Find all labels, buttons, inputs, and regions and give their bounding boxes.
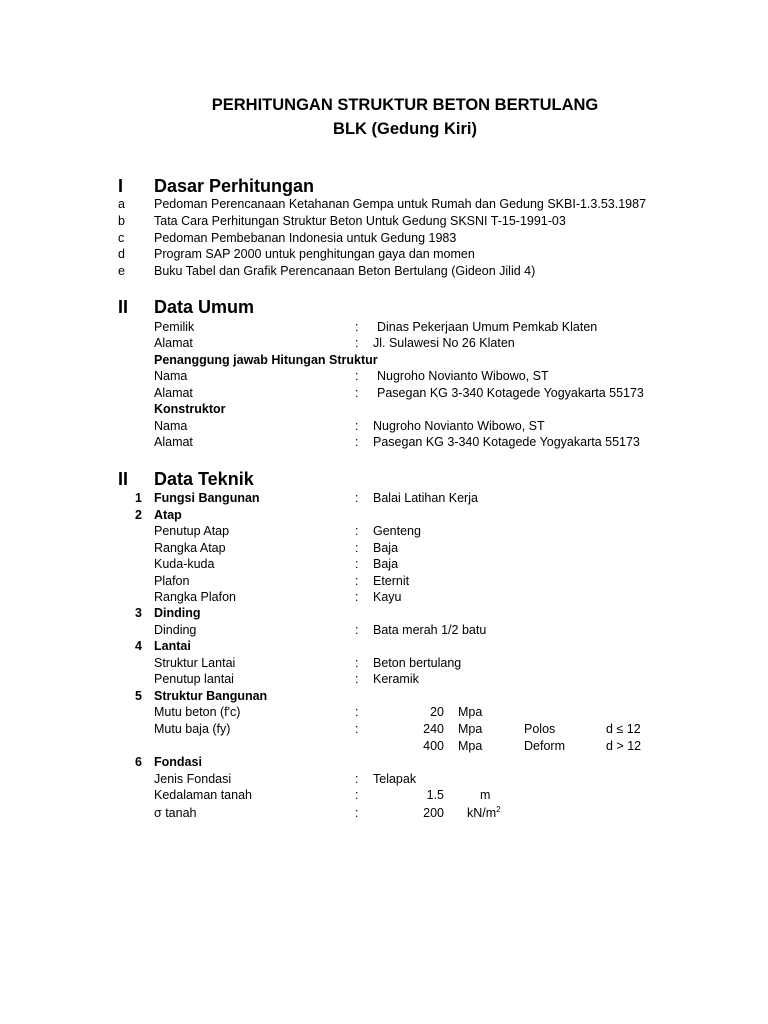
item-number: 4	[135, 639, 142, 653]
colon: :	[355, 336, 359, 350]
kons-alamat-value: Pasegan KG 3-340 Kotagede Yogyakarta 55173	[373, 435, 640, 449]
atap-row-label: Penutup Atap	[154, 524, 230, 538]
mutu-beton-unit: Mpa	[458, 705, 483, 719]
colon: :	[355, 672, 359, 686]
sigma-tanah-unit	[467, 805, 501, 821]
dinding-heading: Dinding	[154, 606, 201, 620]
colon: :	[355, 320, 359, 334]
colon: :	[355, 557, 359, 571]
section-2-number: II	[118, 297, 129, 317]
list-item-letter: d	[118, 247, 125, 261]
colon: :	[355, 369, 359, 383]
colon: :	[355, 705, 359, 719]
item-number: 6	[135, 755, 142, 769]
kons-alamat-label: Alamat	[154, 435, 193, 449]
section-1-title: Dasar Perhitungan	[154, 176, 315, 196]
list-item-letter: c	[118, 231, 125, 245]
colon: :	[355, 574, 359, 588]
fungsi-label: Fungsi Bangunan	[154, 491, 260, 505]
colon: :	[355, 788, 359, 802]
lantai-row-value: Beton bertulang	[373, 656, 462, 670]
atap-row-value: Genteng	[373, 524, 421, 538]
pemilik-value: Dinas Pekerjaan Umum Pemkab Klaten	[377, 320, 598, 334]
kons-nama-label: Nama	[154, 419, 188, 433]
lantai-row-label: Struktur Lantai	[154, 656, 236, 670]
fondasi-heading: Fondasi	[154, 755, 202, 769]
kons-nama-value: Nugroho Novianto Wibowo, ST	[373, 419, 545, 433]
dinding-value: Bata merah 1/2 batu	[373, 623, 487, 637]
list-item-letter: e	[118, 264, 125, 278]
mutu-beton-value: 20	[430, 705, 444, 719]
mutu-baja-label: Mutu baja (fy)	[154, 722, 231, 736]
atap-row-value: Baja	[373, 557, 399, 571]
pj-heading: Penanggung jawab Hitungan Struktur	[154, 353, 378, 367]
sigma-symbol: σ	[154, 806, 162, 820]
atap-row-value: Kayu	[373, 590, 402, 604]
pemilik-label: Pemilik	[154, 320, 195, 334]
document-title: PERHITUNGAN STRUKTUR BETON BERTULANG	[211, 96, 599, 114]
list-item-text: Tata Cara Perhitungan Struktur Beton Untuk Gedung SKSNI T-15-1991-03	[154, 214, 566, 228]
item-number: 3	[135, 606, 142, 620]
list-item-letter: b	[118, 214, 125, 228]
mutu-baja-type: Deform	[524, 739, 565, 753]
kedalaman-value: 1.5	[426, 788, 444, 802]
colon: :	[355, 590, 359, 604]
list-item-text: Buku Tabel dan Grafik Perencanaan Beton Bertulang (Gideon Jilid 4)	[154, 264, 536, 278]
lantai-heading: Lantai	[154, 639, 191, 653]
pj-alamat-label: Alamat	[154, 386, 193, 400]
pj-nama-label: Nama	[154, 369, 188, 383]
mutu-baja-type: Polos	[524, 722, 556, 736]
section-3-number: II	[118, 469, 129, 489]
atap-row-label: Rangka Atap	[154, 541, 226, 555]
mutu-beton-label: Mutu beton (f'c)	[154, 705, 241, 719]
jenis-fondasi-label: Jenis Fondasi	[154, 772, 232, 786]
colon: :	[355, 722, 359, 736]
section-1-number: I	[118, 176, 124, 196]
alamat-value: Jl. Sulawesi No 26 Klaten	[373, 336, 515, 350]
mutu-baja-value: 400	[423, 739, 444, 753]
atap-row-label: Plafon	[154, 574, 190, 588]
document-subtitle: BLK (Gedung Kiri)	[333, 120, 477, 138]
jenis-fondasi-value: Telapak	[373, 772, 417, 786]
colon: :	[355, 524, 359, 538]
item-number: 5	[135, 689, 142, 703]
sigma-unit-base: kN/m	[467, 806, 497, 820]
atap-row-label: Kuda-kuda	[154, 557, 215, 571]
kedalaman-unit: m	[480, 788, 491, 802]
pj-alamat-value: Pasegan KG 3-340 Kotagede Yogyakarta 55173	[377, 386, 644, 400]
kedalaman-label: Kedalaman tanah	[154, 788, 252, 802]
section-2-title: Data Umum	[154, 297, 255, 317]
colon: :	[355, 386, 359, 400]
list-item-text: Pedoman Perencanaan Ketahanan Gempa untuk Rumah dan Gedung SKBI-1.3.53.1987	[154, 197, 647, 211]
atap-row-value: Baja	[373, 541, 399, 555]
mutu-baja-unit: Mpa	[458, 722, 483, 736]
list-item-text: Pedoman Pembebanan Indonesia untuk Gedung 1983	[154, 231, 457, 245]
konstruktor-heading: Konstruktor	[154, 402, 226, 416]
colon: :	[355, 435, 359, 449]
section-3-title: Data Teknik	[154, 469, 254, 489]
sigma-tanah-value: 200	[423, 806, 444, 820]
sigma-unit-exponent: 2	[496, 804, 501, 814]
item-number: 2	[135, 508, 142, 522]
list-item-letter: a	[118, 197, 125, 211]
atap-heading: Atap	[154, 508, 182, 522]
mutu-baja-condition: d > 12	[606, 739, 642, 753]
item-number: 1	[135, 491, 142, 505]
lantai-row-value: Keramik	[373, 672, 419, 686]
list-item-text: Program SAP 2000 untuk penghitungan gaya dan momen	[154, 247, 475, 261]
fungsi-value: Balai Latihan Kerja	[373, 491, 478, 505]
lantai-row-label: Penutup lantai	[154, 672, 234, 686]
dinding-label: Dinding	[154, 623, 197, 637]
sigma-tanah-label	[154, 805, 196, 821]
pj-nama-value: Nugroho Novianto Wibowo, ST	[377, 369, 549, 383]
struktur-heading: Struktur Bangunan	[154, 689, 268, 703]
alamat-label: Alamat	[154, 336, 193, 350]
colon: :	[355, 623, 359, 637]
atap-row-label: Rangka Plafon	[154, 590, 237, 604]
mutu-baja-condition: d ≤ 12	[606, 722, 641, 736]
mutu-baja-unit: Mpa	[458, 739, 483, 753]
colon: :	[355, 491, 359, 505]
colon: :	[355, 419, 359, 433]
sigma-label-text: tanah	[165, 806, 197, 820]
atap-row-value: Eternit	[373, 574, 410, 588]
colon: :	[355, 772, 359, 786]
colon: :	[355, 541, 359, 555]
mutu-baja-value: 240	[423, 722, 444, 736]
colon: :	[355, 806, 359, 820]
colon: :	[355, 656, 359, 670]
